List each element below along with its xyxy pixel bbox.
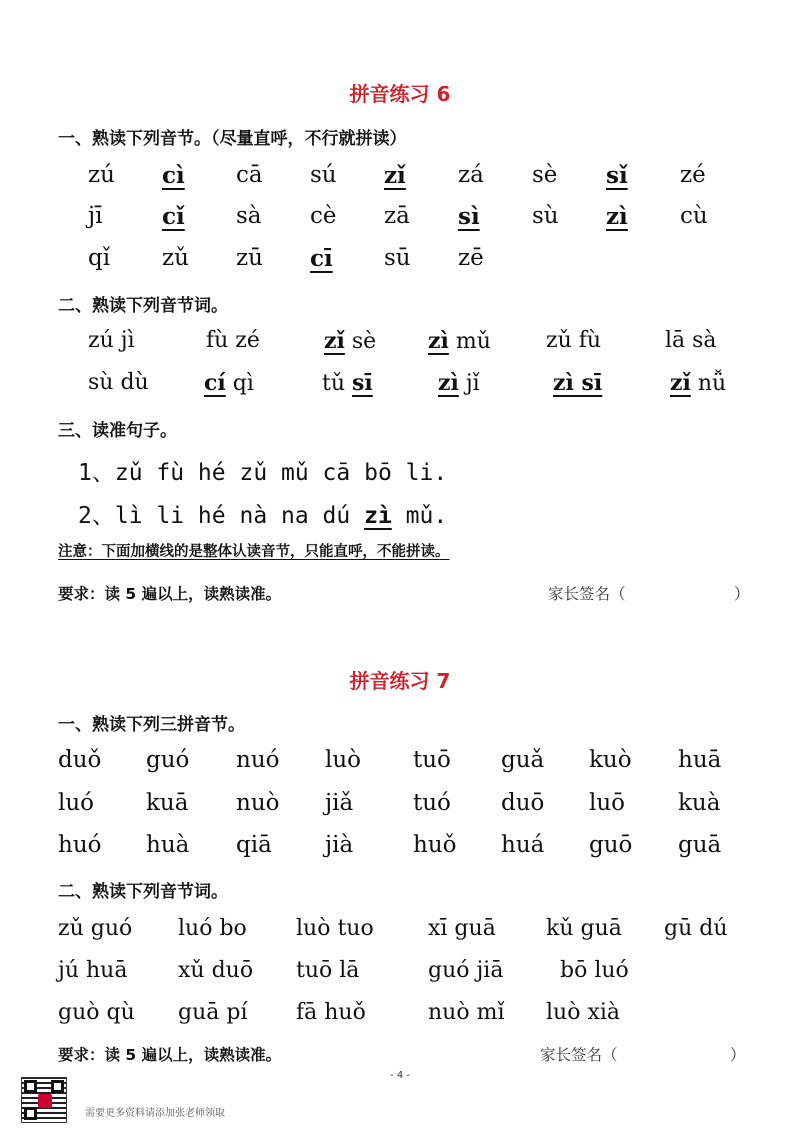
- sentence-2: 2、lì li hé nà na dú zì mǔ.: [78, 503, 448, 529]
- whole-syllable: cì: [162, 162, 185, 189]
- word: fā huǒ: [296, 1000, 366, 1025]
- word: guó jiā: [428, 958, 504, 983]
- word: zǐ sè: [324, 328, 377, 354]
- word: zì mǔ: [428, 328, 491, 354]
- whole-syllable: zì: [606, 203, 628, 230]
- syllable: guō: [589, 832, 633, 858]
- word: zú jì: [88, 328, 135, 353]
- syllable: duō: [501, 790, 545, 816]
- word: sù dù: [88, 370, 149, 395]
- ex7-section-1-heading: 一、熟读下列三拼音节。: [58, 715, 245, 735]
- syllable: cā: [236, 162, 263, 188]
- syllable: sè: [532, 162, 558, 188]
- whole-syllable: zì: [428, 328, 449, 354]
- ex6-word-row-2: [0, 370, 800, 404]
- syllable: duǒ: [58, 747, 102, 773]
- syllable: tuó: [413, 790, 451, 816]
- word: gū dú: [664, 916, 728, 941]
- whole-syllable: zì: [364, 503, 392, 529]
- syllable: zǔ: [162, 245, 189, 271]
- whole-syllable: cǐ: [162, 203, 185, 230]
- exercise-6-title: 拼音练习 6: [349, 82, 451, 106]
- word: xī guā: [428, 916, 496, 941]
- word: guò qù: [58, 1000, 135, 1025]
- word: xǔ duō: [178, 958, 254, 983]
- syllable: zá: [458, 162, 484, 188]
- syllable: huà: [146, 832, 190, 858]
- word: cí qì: [204, 370, 254, 396]
- sentence-1: 1、zǔ fù hé zǔ mǔ cā bō li.: [78, 460, 448, 486]
- ex7-syllable-row-1: [0, 747, 800, 781]
- syllable: zú: [88, 162, 115, 188]
- note-text: 注意：下面加横线的是整体认读音节，只能直呼，不能拼读。: [58, 544, 450, 560]
- syllable: zā: [384, 203, 410, 229]
- word: zì jǐ: [438, 370, 480, 396]
- ex6-signature-close: ）: [734, 585, 750, 603]
- syllable: luó: [58, 790, 95, 816]
- syllable: nuò: [236, 790, 280, 816]
- syllable: kuò: [589, 747, 632, 773]
- word: jú huā: [58, 958, 128, 983]
- word: nuò mǐ: [428, 1000, 505, 1025]
- syllable: sú: [310, 162, 337, 188]
- ex7-word-row-3: [0, 1000, 800, 1034]
- ex7-signature-close: ）: [730, 1046, 746, 1064]
- word: luò tuo: [296, 916, 374, 941]
- word: zǐ nǚ: [670, 370, 727, 396]
- syllable: luò: [325, 747, 362, 773]
- ex6-parent-signature-label: 家长签名（: [548, 585, 626, 603]
- word: tuō lā: [296, 958, 360, 983]
- page-number: - 4 -: [390, 1070, 410, 1081]
- whole-syllable-word: zì sī: [553, 370, 603, 396]
- ex7-syllable-row-3: [0, 832, 800, 866]
- syllable: guā: [678, 832, 722, 858]
- whole-syllable: zǐ: [324, 328, 345, 354]
- word: bō luó: [560, 958, 629, 983]
- syllable: huó: [58, 832, 102, 858]
- word: luó bo: [178, 916, 247, 941]
- whole-syllable: sì: [458, 203, 480, 230]
- ex6-requirement: 要求：读 5 遍以上，读熟读准。: [58, 585, 282, 603]
- footer-qr-caption: 需要更多资料请添加张老师领取: [85, 1108, 225, 1119]
- syllable: qiā: [236, 832, 272, 858]
- syllable: sù: [532, 203, 559, 229]
- exercise-7-title: 拼音练习 7: [349, 669, 451, 693]
- word: lā sà: [665, 328, 717, 353]
- word: zǔ fù: [546, 328, 602, 353]
- word: fù zé: [206, 328, 260, 353]
- ex6-section-1-heading: 一、熟读下列音节。（尽量直呼，不行就拼读）: [58, 129, 407, 149]
- qr-code-icon: [21, 1077, 67, 1123]
- word: luò xià: [546, 1000, 621, 1025]
- syllable: tuō: [413, 747, 451, 773]
- whole-syllable: zǐ: [384, 162, 406, 189]
- whole-syllable: sī: [352, 370, 373, 396]
- ex6-syllable-row-1: [0, 162, 800, 196]
- ex7-section-2-heading: 二、熟读下列音节词。: [58, 882, 228, 902]
- syllable: kuā: [146, 790, 189, 816]
- syllable: zē: [458, 245, 484, 271]
- ex7-requirement: 要求：读 5 遍以上，读熟读准。: [58, 1046, 282, 1064]
- word: guā pí: [178, 1000, 248, 1025]
- ex6-section-3-heading: 三、读准句子。: [58, 421, 177, 441]
- whole-syllable: cī: [310, 245, 333, 272]
- ex7-syllable-row-2: [0, 790, 800, 824]
- ex6-syllable-row-3: [0, 245, 800, 279]
- syllable: cè: [310, 203, 337, 229]
- syllable: jī: [88, 203, 103, 229]
- ex7-parent-signature-label: 家长签名（: [540, 1046, 618, 1064]
- syllable: sà: [236, 203, 262, 229]
- syllable: jià: [325, 832, 354, 858]
- word: tǔ sī: [322, 370, 373, 396]
- syllable: guǎ: [501, 747, 545, 773]
- syllable: kuà: [678, 790, 721, 816]
- syllable: jiǎ: [325, 790, 354, 816]
- syllable: cù: [680, 203, 708, 229]
- whole-syllable: zì: [438, 370, 459, 396]
- syllable: zé: [680, 162, 706, 188]
- syllable: guó: [146, 747, 190, 773]
- ex7-word-row-2: [0, 958, 800, 992]
- syllable: luō: [589, 790, 626, 816]
- syllable: huǒ: [413, 832, 457, 858]
- whole-syllable: sǐ: [606, 162, 628, 189]
- syllable: huá: [501, 832, 545, 858]
- whole-syllable: cí: [204, 370, 226, 396]
- syllable: huā: [678, 747, 722, 773]
- ex6-word-row-1: [0, 328, 800, 362]
- word: kǔ guā: [546, 916, 622, 941]
- syllable: qǐ: [88, 245, 111, 271]
- ex6-syllable-row-2: [0, 203, 800, 237]
- ex6-section-2-heading: 二、熟读下列音节词。: [58, 296, 228, 316]
- syllable: sū: [384, 245, 411, 271]
- word: zǔ guó: [58, 916, 133, 941]
- ex7-word-row-1: [0, 916, 800, 950]
- whole-syllable: zǐ: [670, 370, 691, 396]
- syllable: nuó: [236, 747, 280, 773]
- syllable: zū: [236, 245, 263, 271]
